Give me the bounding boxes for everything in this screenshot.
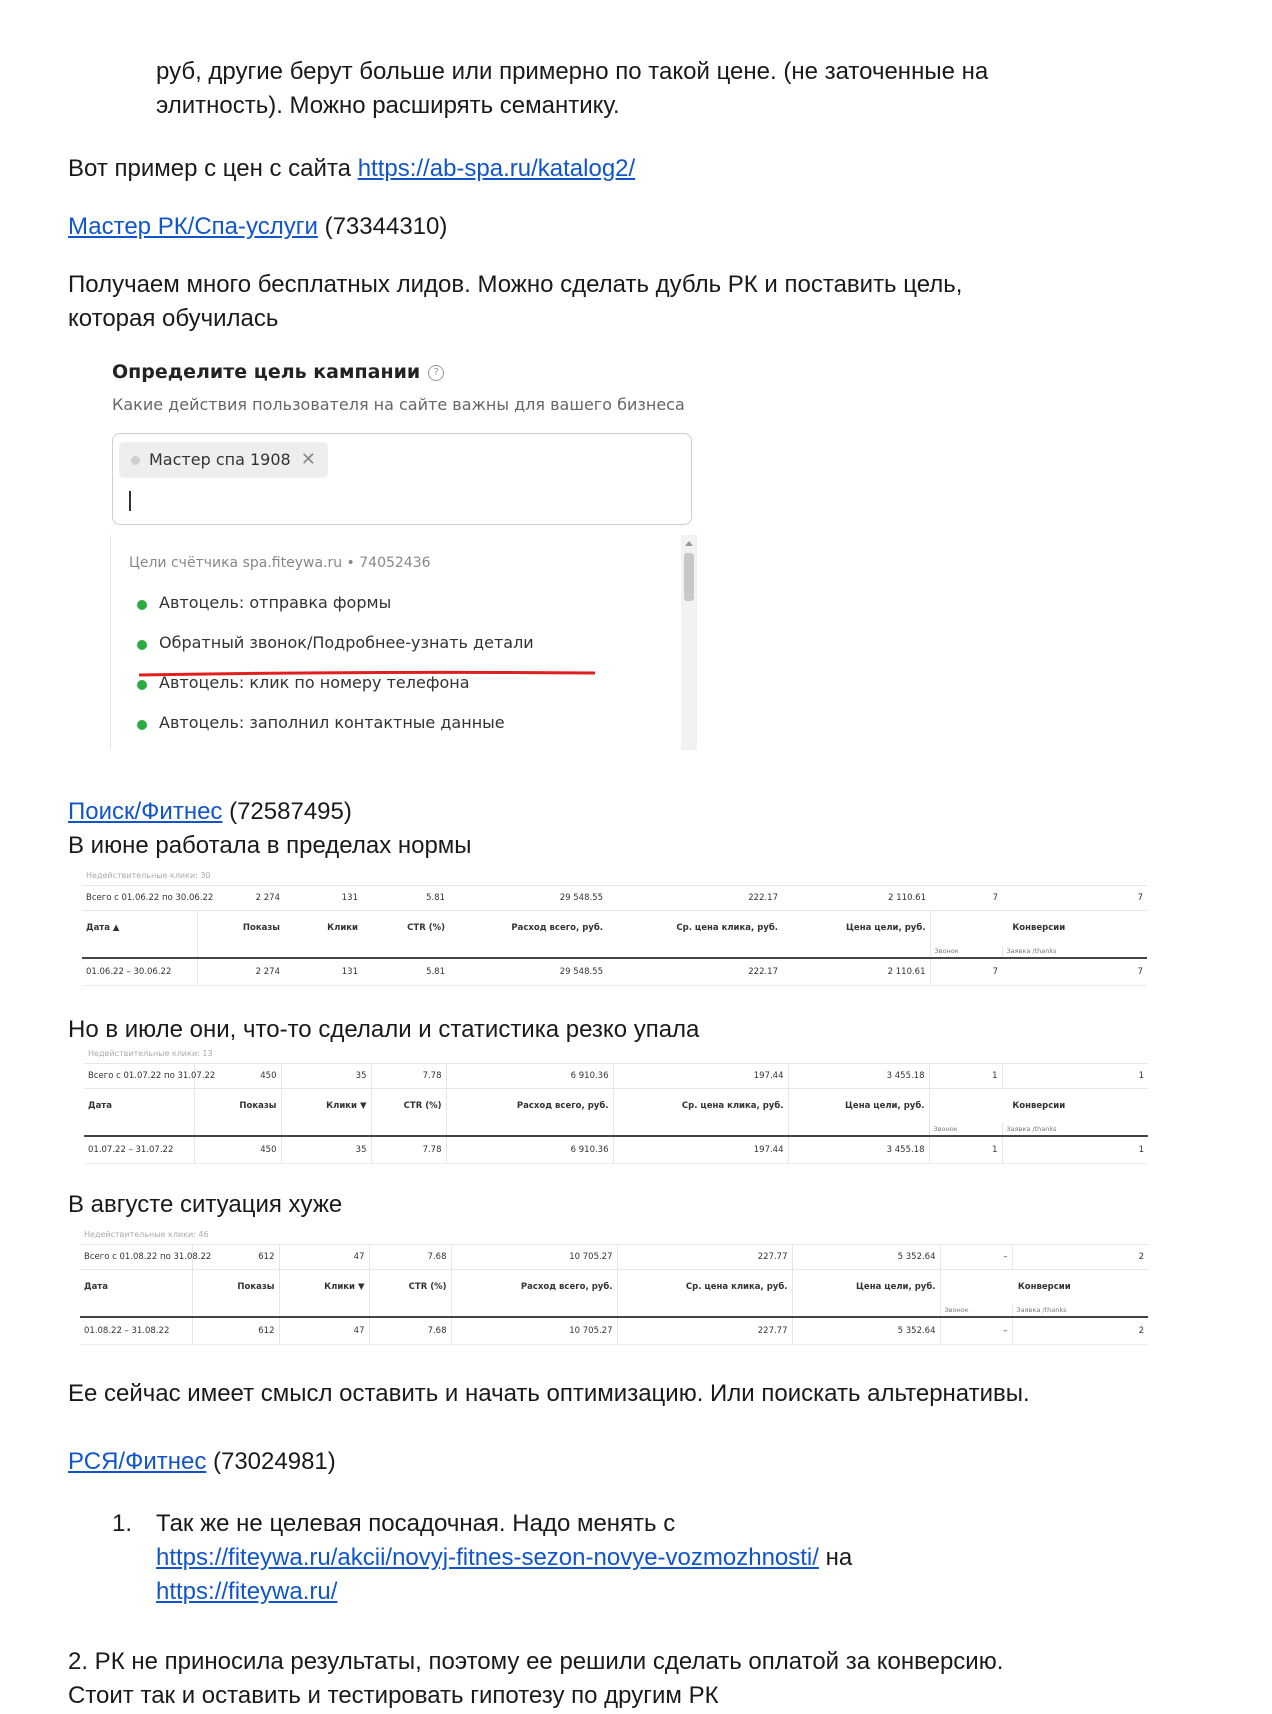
paragraph-campaign-search — [68, 795, 352, 829]
selected-goal-chip[interactable] — [119, 442, 328, 478]
link-ab-spa-catalog[interactable]: https://ab-spa.ru/katalog2/ — [357, 155, 636, 182]
table-subheader: Звонок Заявка /thanks — [84, 1123, 1148, 1136]
table-row: 01.08.22 – 31.08.22 612 47 7.68 10 705.27 227.77 5 352.64 – 2 — [80, 1317, 1148, 1345]
scrollbar[interactable] — [681, 535, 697, 750]
paragraph-line: 2. РК не приносила результаты, поэтому ее решили сделать оплатой за конверсию. — [68, 1648, 1004, 1675]
total-row: Всего с 01.06.22 по 30.06.22 2 274 131 5.81 29 548.55 222.17 2 110.61 7 7 — [82, 886, 1147, 911]
paragraph-line: которая обучилась — [68, 305, 279, 332]
link-campaign-master[interactable]: Мастер РК/Спа-услуги — [68, 213, 318, 240]
goal-title: Определите цель кампании ? — [112, 361, 444, 383]
link-campaign-search-fitness[interactable]: Поиск/Фитнес — [68, 798, 223, 825]
goal-option[interactable]: Обратный звонок/Подробнее-узнать детали — [159, 633, 534, 652]
list-item-text: на — [818, 1544, 853, 1571]
link-campaign-rsya-fitness[interactable]: РСЯ/Фитнес — [68, 1448, 207, 1475]
link-fiteywa-promo[interactable]: https://fiteywa.ru/akcii/novyj-fitnes-sezon-novye-vozmozhnosti/ — [156, 1544, 819, 1571]
green-dot-icon — [137, 600, 147, 610]
total-row: Всего с 01.08.22 по 31.08.22 612 47 7.68 10 705.27 227.77 5 352.64 – 2 — [80, 1245, 1148, 1270]
goal-option[interactable]: Автоцель: клик по номеру телефона — [159, 673, 470, 692]
paragraph-line: Стоит так и оставить и тестировать гипотезу по другим РК — [68, 1682, 719, 1709]
text-caret — [129, 491, 131, 511]
sortable-header[interactable]: Дата ▲ — [86, 923, 120, 933]
list-item-links — [156, 1541, 852, 1575]
link-fiteywa-home[interactable]: https://fiteywa.ru/ — [156, 1578, 338, 1605]
green-dot-icon — [137, 720, 147, 730]
list-item-text: Так же не целевая посадочная. Надо менять с — [156, 1510, 676, 1537]
paragraph-text: Вот пример с цен с сайта — [68, 155, 358, 182]
goal-selector-screenshot — [110, 355, 700, 750]
goal-dropdown-list — [110, 535, 697, 750]
invalid-clicks-note: Недействительные клики: 46 — [84, 1230, 209, 1239]
paragraph-line: руб, другие берут больше или примерно по такой цене. (не заточенные на — [156, 58, 989, 85]
scroll-thumb[interactable] — [684, 553, 694, 601]
campaign-id: (73344310) — [317, 213, 448, 240]
campaign-id: (73024981) — [206, 1448, 336, 1475]
status-dot-icon — [131, 456, 140, 465]
sortable-header[interactable]: Клики ▼ — [279, 1270, 369, 1305]
paragraph-line: Но в июле они, что-то сделали и статистика резко упала — [68, 1016, 700, 1043]
list-number: 1. — [112, 1510, 133, 1537]
paragraph-line: В августе ситуация хуже — [68, 1191, 343, 1218]
invalid-clicks-note: Недействительные клики: 13 — [88, 1049, 213, 1058]
table-row: 01.06.22 – 30.06.22 2 274 131 5.81 29 548.55 222.17 2 110.61 7 7 — [82, 958, 1147, 986]
goal-option[interactable]: Автоцель: отправка формы — [159, 593, 391, 612]
paragraph-campaign-master — [68, 210, 447, 244]
total-row: Всего с 01.07.22 по 31.07.22 450 35 7.78 6 910.36 197.44 3 455.18 1 1 — [84, 1064, 1148, 1089]
sortable-header[interactable]: Клики ▼ — [281, 1089, 371, 1124]
paragraph-line: Ее сейчас имеет смысл оставить и начать оптимизацию. Или поискать альтернативы. — [68, 1380, 1030, 1407]
table-header: Дата ▲ Показы Клики CTR (%) Расход всего, руб. Ср. цена клика, руб. Цена цели, руб. Конверсии — [82, 911, 1147, 946]
paragraph-campaign-rsya — [68, 1445, 336, 1479]
goal-input-box[interactable] — [112, 433, 692, 525]
scroll-up-icon[interactable] — [685, 541, 693, 546]
paragraph-line: В июне работала в пределах нормы — [68, 832, 472, 859]
help-icon: ? — [428, 365, 444, 381]
table-header: Дата Показы Клики ▼ CTR (%) Расход всего, руб. Ср. цена клика, руб. Цена цели, руб. Конверсии — [80, 1270, 1148, 1305]
close-icon[interactable]: ✕ — [300, 449, 316, 470]
paragraph-line: Получаем много бесплатных лидов. Можно сделать дубль РК и поставить цель, — [68, 271, 963, 298]
green-dot-icon — [137, 680, 147, 690]
paragraph-line: элитность). Можно расширять семантику. — [156, 92, 620, 119]
invalid-clicks-note: Недействительные клики: 30 — [86, 871, 211, 880]
goal-option[interactable]: Автоцель: заполнил контактные данные — [159, 713, 505, 732]
table-header: Дата Показы Клики ▼ CTR (%) Расход всего, руб. Ср. цена клика, руб. Цена цели, руб. Конверсии — [84, 1089, 1148, 1124]
list-item-links — [156, 1575, 337, 1609]
table-subheader: Звонок Заявка /thanks — [80, 1304, 1148, 1317]
campaign-id: (72587495) — [222, 798, 352, 825]
table-row: 01.07.22 – 31.07.22 450 35 7.78 6 910.36 197.44 3 455.18 1 1 — [84, 1136, 1148, 1164]
table-subheader: Звонок Заявка /thanks — [82, 945, 1147, 958]
counter-label: Цели счётчика spa.fiteywa.ru • 74052436 — [129, 555, 431, 571]
paragraph-price-example — [68, 152, 635, 186]
green-dot-icon — [137, 640, 147, 650]
chip-label: Мастер спа 1908 — [149, 450, 291, 469]
goal-subtitle: Какие действия пользователя на сайте важны для вашего бизнеса — [112, 395, 685, 414]
